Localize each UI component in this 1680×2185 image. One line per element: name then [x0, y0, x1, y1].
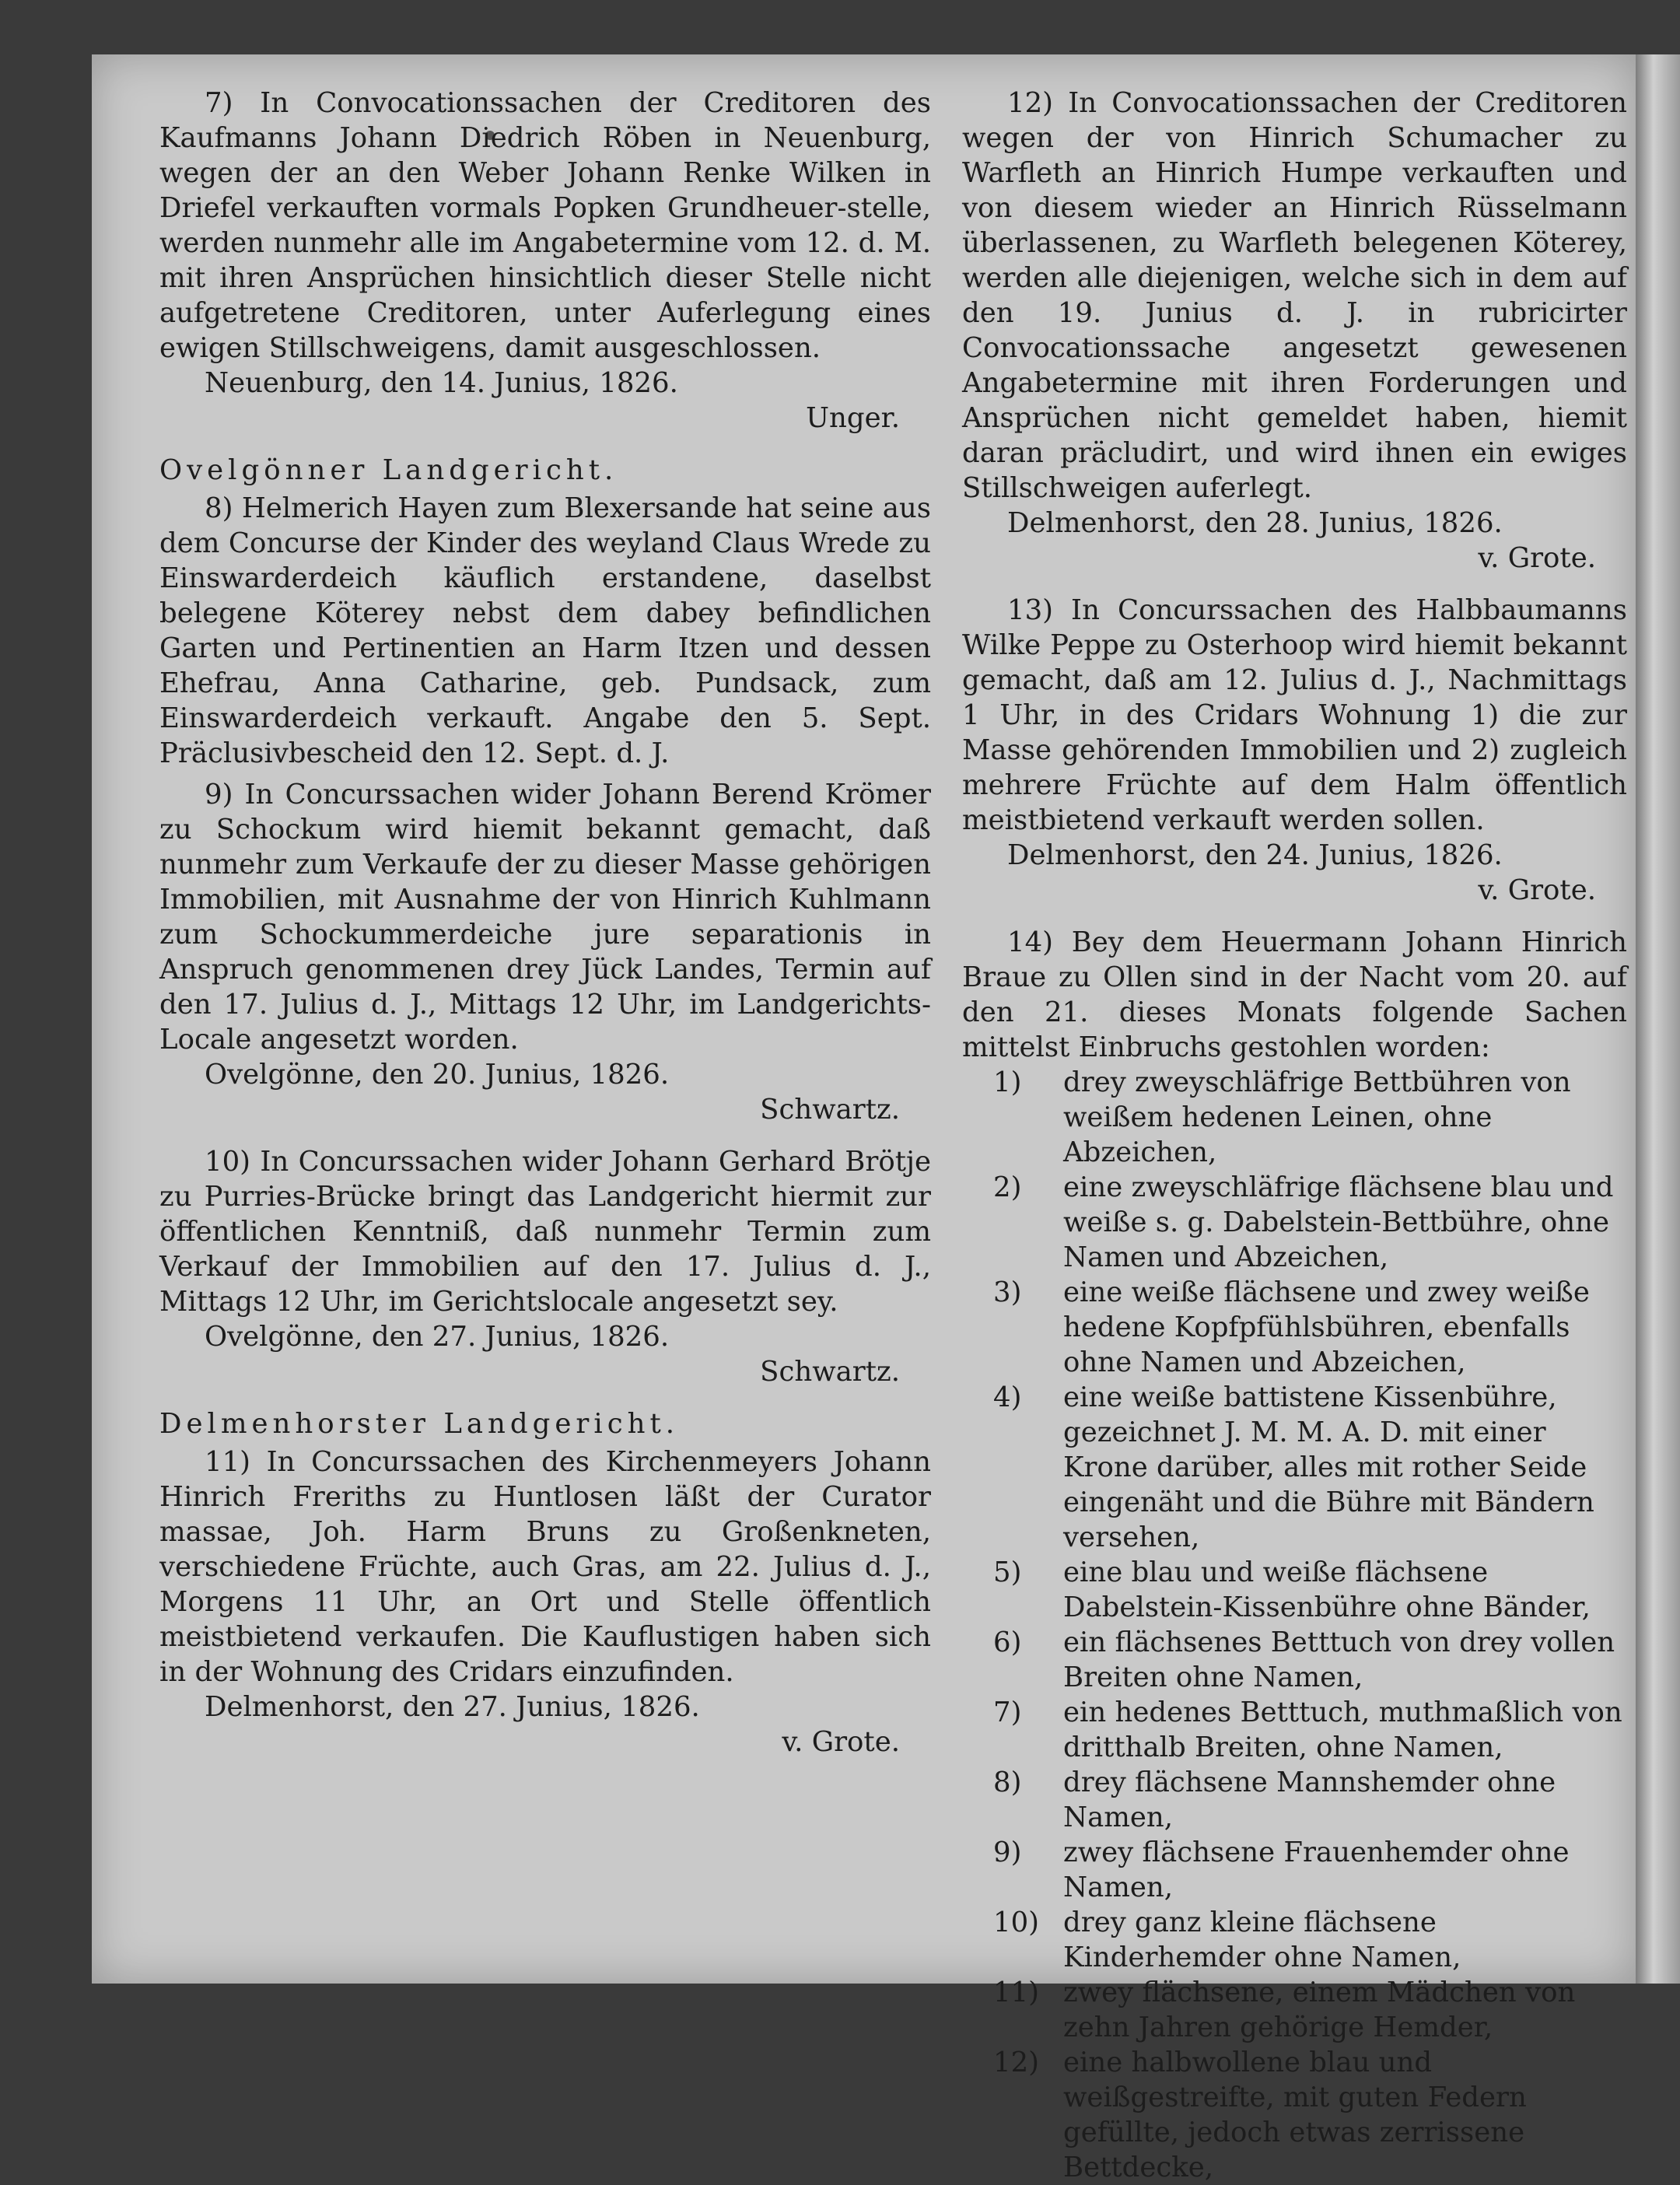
list-item: 6) ein flächsenes Betttuch von drey vollen Breiten ohne Namen, — [993, 1626, 1615, 1693]
list-item: 2) eine zweyschläfrige flächsene blau und weiße s. g. Dabelstein-Bettbühre, ohne Namen und Abzeichen, — [993, 1171, 1614, 1273]
notice-10-text: 10) In Concurssachen wider Johann Gerhard Brötje zu Purries-Brücke bringt das Landgericht hiermit zur öffentlichen Kenntniß, daß nunmehr Termin zum Verkauf der Immobilien auf den 17. Julius d. J., Mittags 12 Uhr, im Gerichtslocale angesetzt sey. — [159, 1146, 931, 1318]
notice-13-date: Delmenhorst, den 24. Junius, 1826. — [1007, 839, 1503, 871]
notice-7-date: Neuenburg, den 14. Junius, 1826. — [205, 367, 678, 399]
notice-14-text: 14) Bey dem Heuermann Johann Hinrich Braue zu Ollen sind in der Nacht vom 20. auf den 21. dieses Monats folgende Sachen mittelst Einbruchs gestohlen worden: — [962, 926, 1627, 1063]
notice-12-signature: v. Grote. — [1478, 542, 1596, 574]
notice-13-signature: v. Grote. — [1478, 874, 1596, 906]
notice-8-text: 8) Helmerich Hayen zum Blexersande hat seine aus dem Concurse der Kinder des weyland Claus Wrede zu Einswarderdeich käuflich erstandene, daselbst belegene Köterey nebst dem dabey befindlichen Garten und Pertinentien an Harm Itzen und dessen Ehefrau, Anna Catharine, geb. Pundsack, zum Einswarderdeich verkauft. Angabe den 5. Sept. Präclusivbescheid den 12. Sept. d. J. — [159, 492, 931, 769]
notice-12-date: Delmenhorst, den 28. Junius, 1826. — [1007, 507, 1503, 539]
notice-9-signature: Schwartz. — [760, 1094, 900, 1126]
notice-10-date: Ovelgönne, den 27. Junius, 1826. — [205, 1321, 670, 1353]
list-item: 8) drey flächsene Mannshemder ohne Namen, — [993, 1767, 1556, 1833]
notice-9-date: Ovelgönne, den 20. Junius, 1826. — [205, 1059, 670, 1091]
list-item: 11) zwey flächsene, einem Mädchen von zehn Jahren gehörige Hemder, — [993, 1977, 1576, 2043]
notice-11-text: 11) In Concurssachen des Kirchenmeyers Johann Hinrich Freriths zu Huntlosen läßt der Curator massae, Joh. Harm Bruns zu Großenkneten, verschiedene Früchte, auch Gras, am 22. Julius d. J., Morgens 11 Uhr, an Ort und Stelle öffentlich meistbietend verkaufen. Die Kauflustigen haben sich in der Wohnung des Cridars einzufinden. — [159, 1446, 931, 1688]
list-item: 9) zwey flächsene Frauenhemder ohne Namen, — [993, 1837, 1570, 1903]
list-item: 3) eine weiße flächsene und zwey weiße hedene Kopfpfühlsbühren, ebenfalls ohne Namen und Abzeichen, — [993, 1276, 1590, 1378]
notice-12-text: 12) In Convocationssachen der Creditoren wegen der von Hinrich Schumacher zu Warfleth an Hinrich Humpe verkauften und von diesem wieder an Hinrich Rüsselmann überlassenen, zu Warfleth belegenen Köterey, werden alle diejenigen, welche sich in dem auf den 19. Junius d. J. in rubricirter Convocationssache angesetzt gewesenen Angabetermine mit ihren Forderungen und Ansprüchen nicht gemeldet haben, hiemit daran präcludirt, und wird ihnen ein ewiges Stillschweigen auferlegt. — [962, 87, 1627, 504]
list-item: 10) drey ganz kleine flächsene Kinderhemder ohne Namen, — [993, 1907, 1461, 1973]
notice-11-signature: v. Grote. — [782, 1726, 900, 1758]
notice-10-signature: Schwartz. — [760, 1356, 900, 1388]
notice-13-text: 13) In Concurssachen des Halbbaumanns Wilke Peppe zu Osterhoop wird hiemit bekannt gemacht, daß am 12. Julius d. J., Nachmittags 1 Uhr, in des Cridars Wohnung 1) die zur Masse gehörenden Immobilien und 2) zugleich mehrere Früchte auf dem Halm öffentlich meistbietend verkauft werden sollen. — [962, 594, 1627, 836]
notice-7-signature: Unger. — [806, 402, 900, 434]
notice-9-text: 9) In Concurssachen wider Johann Berend Krömer zu Schockum wird hiemit bekannt gemacht, daß nunmehr zum Verkaufe der zu dieser Masse gehörigen Immobilien, mit Ausnahme der von Hinrich Kuhlmann zum Schockummerdeiche jure separationis in Anspruch genommenen drey Jück Landes, Termin auf den 17. Julius d. J., Mittags 12 Uhr, im Landgerichts-Locale angesetzt worden. — [159, 779, 931, 1056]
list-item: 1) drey zweyschläfrige Bettbühren von weißem hedenen Leinen, ohne Abzeichen, — [993, 1066, 1571, 1168]
right-column — [962, 86, 1627, 2185]
list-item: 7) ein hedenes Betttuch, muthmaßlich von dritthalb Breiten, ohne Namen, — [993, 1697, 1622, 1763]
court-heading-ovelgoenne: Ovelgönner Landgericht. — [159, 454, 618, 486]
court-heading-delmenhorst: Delmenhorster Landgericht. — [159, 1408, 679, 1440]
list-item: 4) eine weiße battistene Kissenbühre, gezeichnet J. M. M. A. D. mit einer Krone darüber, alles mit rother Seide eingenäht und die Bühre mit Bändern versehen, — [993, 1381, 1594, 1553]
left-column — [159, 86, 931, 1777]
notice-11-date: Delmenhorst, den 27. Junius, 1826. — [205, 1691, 700, 1723]
stolen-items-list — [962, 1065, 1627, 2185]
book-spine — [1636, 54, 1680, 1984]
list-item: 12) eine halbwollene blau und weißgestreifte, mit guten Federn gefüllte, jedoch etwas zerrissene Bettdecke, — [993, 2047, 1527, 2183]
notice-7-text: 7) In Convocationssachen der Creditoren des Kaufmanns Johann Diedrich Röben in Neuenburg, wegen der an den Weber Johann Renke Wilken in Driefel verkauften vormals Popken Grundheuer-stelle, werden nunmehr alle im Angabetermine vom 12. d. M. mit ihren Ansprüchen hinsichtlich dieser Stelle nicht aufgetretene Creditoren, unter Auferlegung eines ewigen Stillschweigens, damit ausgeschlossen. — [159, 87, 931, 364]
list-item: 5) eine blau und weiße flächsene Dabelstein-Kissenbühre ohne Bänder, — [993, 1556, 1591, 1623]
